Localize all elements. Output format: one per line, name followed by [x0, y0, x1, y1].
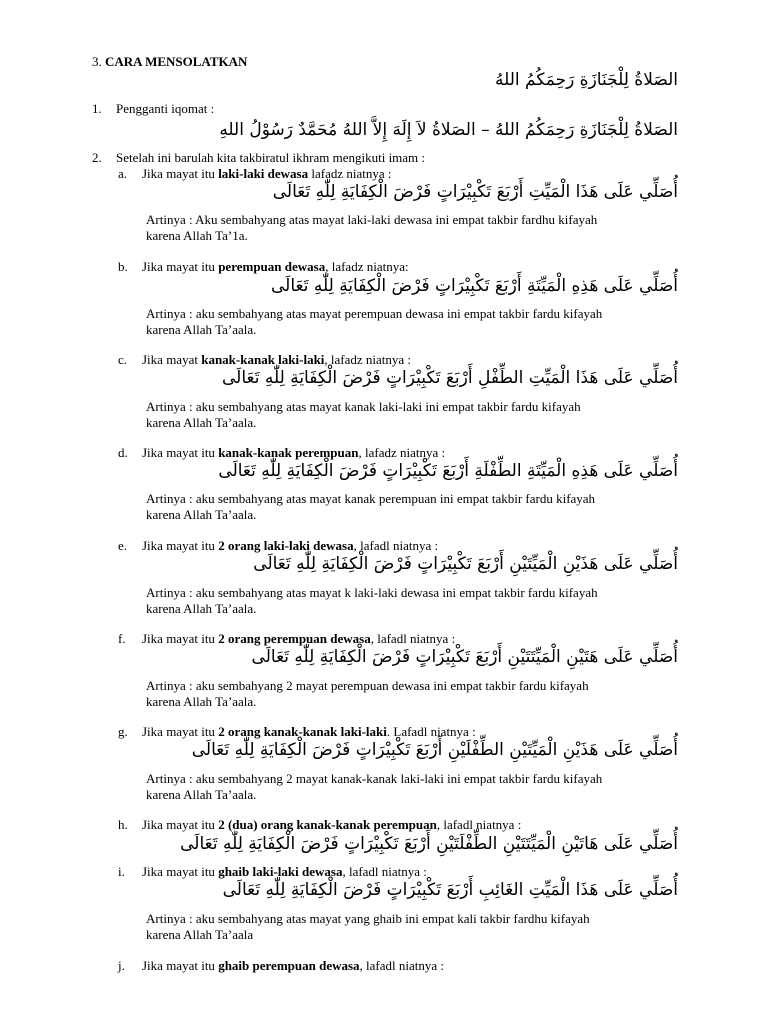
heading-arabic: الصَلاةُ لِلْجَنَازَةِ رَحِمَكُمُ اللهُ: [494, 70, 678, 90]
subitem-bold: laki-laki dewasa: [218, 166, 309, 181]
subitem-letter: e.: [118, 538, 128, 553]
translation-line: Artinya : aku sembahyang atas mayat kanak laki-laki ini empat takbir fardu kifayah: [146, 399, 581, 414]
subitem-text-end: , lafadl niatnya :: [342, 864, 427, 879]
subitem-text: Jika mayat itu: [142, 166, 219, 181]
translation-line: Artinya : aku sembahyang atas mayat k laki-laki dewasa ini empat takbir fardu kifayah: [146, 585, 598, 600]
subitem-text: Jika mayat itu: [142, 817, 219, 832]
translation-line: karena Allah Ta’aala: [146, 927, 254, 942]
subitem-letter: b.: [118, 259, 128, 274]
subitem-letter: d.: [118, 445, 128, 460]
subitem-bold: perempuan dewasa: [218, 259, 326, 274]
subitem-i-arabic: أُصَلِّي عَلَى هَذَا الْمَيِّتِ الغَائِبِ أَرْبَعَ تَكْبِيْرَاتٍ فَرْضَ الْكِفَايَةِ لِلّٰهِ تَعَالَى: [222, 880, 678, 900]
subitem-text: Jika mayat itu: [142, 958, 219, 973]
subitem-text-end: , lafadz niatnya :: [324, 352, 412, 367]
section-number: 3.: [92, 54, 102, 69]
subitem-bold: 2 orang perempuan dewasa: [218, 631, 371, 646]
subitem-bold: ghaib perempuan dewasa: [218, 958, 360, 973]
subitem-bold: 2 orang laki-laki dewasa: [218, 538, 354, 553]
subitem-text: Jika mayat itu: [142, 724, 219, 739]
translation-line: karena Allah Ta’aala.: [146, 507, 257, 522]
subitem-d-arabic: أُصَلِّي عَلَى هَذِهِ الْمَيِّتَةِ الطِّفْلَةِ أَرْبَعَ تَكْبِيْرَاتٍ فَرْضَ الْكِفَايَةِ لِلّٰهِ تَعَالَى: [218, 461, 678, 481]
subitem-text-end: , lafadl niatnya :: [436, 817, 522, 832]
translation-line: Artinya : aku sembahyang 2 mayat perempuan dewasa ini empat takbir fardu kifayah: [146, 678, 589, 693]
subitem-i: [118, 864, 427, 880]
subitem-h-arabic: أُصَلِّي عَلَى هَاتَيْنِ الْمَيِّتَتَيْنِ الطِّفْلَتَيْنِ أَرْبَعَ تَكْبِيْرَاتٍ فَرْضَ الْكِفَايَةِ لِلّٰهِ تَعَالَى: [180, 834, 678, 854]
subitem-f-translation: [146, 678, 686, 710]
translation-line: Artinya : aku sembahyang atas mayat yang ghaib ini empat kali takbir fardhu kifayah: [146, 911, 590, 926]
subitem-i-translation: [146, 911, 686, 943]
subitem-a: [118, 166, 392, 182]
subitem-text: Jika mayat itu: [142, 445, 219, 460]
subitem-text-end: . Lafadl niatnya :: [386, 724, 476, 739]
translation-line: Artinya : Aku sembahyang atas mayat laki-laki dewasa ini empat takbir fardhu kifayah: [146, 212, 598, 227]
subitem-text: Jika mayat itu: [142, 631, 219, 646]
subitem-b-translation: [146, 306, 686, 338]
subitem-a-translation: [146, 212, 686, 244]
translation-line: karena Allah Ta’1a.: [146, 228, 248, 243]
section-title: CARA MENSOLATKAN: [105, 54, 248, 69]
translation-line: karena Allah Ta’aala.: [146, 787, 257, 802]
subitem-bold: kanak-kanak perempuan: [218, 445, 359, 460]
subitem-letter: g.: [118, 724, 128, 739]
translation-line: Artinya : aku sembahyang atas mayat perempuan dewasa ini empat takbir fardu kifayah: [146, 306, 603, 321]
subitem-text-end: , lafadl niatnya :: [353, 538, 439, 553]
subitem-text-end: lafadz niatnya :: [308, 166, 392, 181]
item-1-arabic: الصَلاةُ لِلْجَنَازَةِ رَحِمَكُمُ اللهُ – الصَلاةُ لاَ إِلَهَ إِلاَّ اللهُ مُحَمَّدٌ رَسُوْلُ اللهِ: [219, 120, 678, 140]
translation-line: karena Allah Ta’aala.: [146, 694, 257, 709]
subitem-e-translation: [146, 585, 686, 617]
subitem-letter: c.: [118, 352, 128, 367]
section-heading: [92, 54, 247, 70]
translation-line: karena Allah Ta’aala.: [146, 322, 257, 337]
subitem-f-arabic: أُصَلِّي عَلَى هَتَيْنِ الْمَيِّتَتَيْنِ أَرْبَعَ تَكْبِيْرَاتٍ فَرْضَ الْكِفَايَةِ لِلّٰهِ تَعَالَى: [251, 647, 678, 667]
subitem-letter: i.: [118, 864, 125, 879]
subitem-j: [118, 958, 444, 974]
translation-line: Artinya : aku sembahyang atas mayat kanak perempuan ini empat takbir fardu kifayah: [146, 491, 596, 506]
item-1: [92, 101, 214, 117]
subitem-bold: 2 orang kanak-kanak laki-laki: [218, 724, 387, 739]
subitem-d-translation: [146, 491, 686, 523]
translation-line: Artinya : aku sembahyang 2 mayat kanak-kanak laki-laki ini empat takbir fardu kifayah: [146, 771, 603, 786]
subitem-text: Jika mayat itu: [142, 864, 219, 879]
subitem-text: Jika mayat itu: [142, 538, 219, 553]
item-2-number: 2.: [92, 150, 102, 165]
translation-line: karena Allah Ta’aala.: [146, 601, 257, 616]
subitem-d: [118, 445, 445, 461]
subitem-c: [118, 352, 411, 368]
subitem-c-arabic: أُصَلِّي عَلَى هَذَا الْمَيِّتِ الطِّفْلِ أَرْبَعَ تَكْبِيْرَاتٍ فَرْضَ الْكِفَايَةِ لِلّٰهِ تَعَالَى: [222, 368, 678, 388]
item-2: [92, 150, 425, 166]
subitem-text-end: , lafadl niatnya :: [359, 958, 444, 973]
subitem-c-translation: [146, 399, 686, 431]
translation-line: karena Allah Ta’aala.: [146, 415, 257, 430]
subitem-text-end: , lafadz niatnya:: [325, 259, 409, 274]
subitem-f: [118, 631, 455, 647]
subitem-g: [118, 724, 476, 740]
subitem-bold: 2 (dua) orang kanak-kanak perempuan: [218, 817, 437, 832]
subitem-letter: j.: [118, 958, 125, 973]
subitem-b-arabic: أُصَلِّي عَلَى هَذِهِ الْمَيِّتَةِ أَرْبَعَ تَكْبِيْرَاتٍ فَرْضَ الْكِفَايَةِ لِلّٰهِ تَعَالَى: [271, 276, 678, 296]
subitem-text-end: , lafadz niatnya :: [358, 445, 446, 460]
subitem-h: [118, 817, 521, 833]
subitem-letter: a.: [118, 166, 128, 181]
item-1-number: 1.: [92, 101, 102, 116]
subitem-e: [118, 538, 438, 554]
item-2-text: Setelah ini barulah kita takbiratul ikhram mengikuti imam :: [116, 150, 426, 165]
subitem-bold: ghaib laki-laki dewasa: [218, 864, 343, 879]
subitem-text: Jika mayat: [142, 352, 202, 367]
subitem-g-arabic: أُصَلِّي عَلَى هَذَيْنِ الْمَيِّتَيْنِ الطِّفْلَيْنِ أَرْبَعَ تَكْبِيْرَاتٍ فَرْضَ الْكِفَايَةِ لِلّٰهِ تَعَالَى: [191, 740, 678, 760]
subitem-bold: kanak-kanak laki-laki: [201, 352, 325, 367]
subitem-e-arabic: أُصَلِّي عَلَى هَذَيْنِ الْمَيِّتَيْنِ أَرْبَعَ تَكْبِيْرَاتٍ فَرْضَ الْكِفَايَةِ لِلّٰهِ تَعَالَى: [253, 554, 678, 574]
subitem-text: Jika mayat itu: [142, 259, 219, 274]
subitem-letter: f.: [118, 631, 126, 646]
subitem-text-end: , lafadl niatnya :: [370, 631, 456, 646]
subitem-a-arabic: أُصَلِّي عَلَى هَذَا الْمَيِّتِ أَرْبَعَ تَكْبِيْرَاتٍ فَرْضَ الْكِفَايَةِ لِلّٰهِ تَعَالَى: [272, 182, 678, 202]
item-1-text: Pengganti iqomat :: [116, 101, 215, 116]
subitem-g-translation: [146, 771, 686, 803]
subitem-b: [118, 259, 409, 275]
subitem-letter: h.: [118, 817, 128, 832]
